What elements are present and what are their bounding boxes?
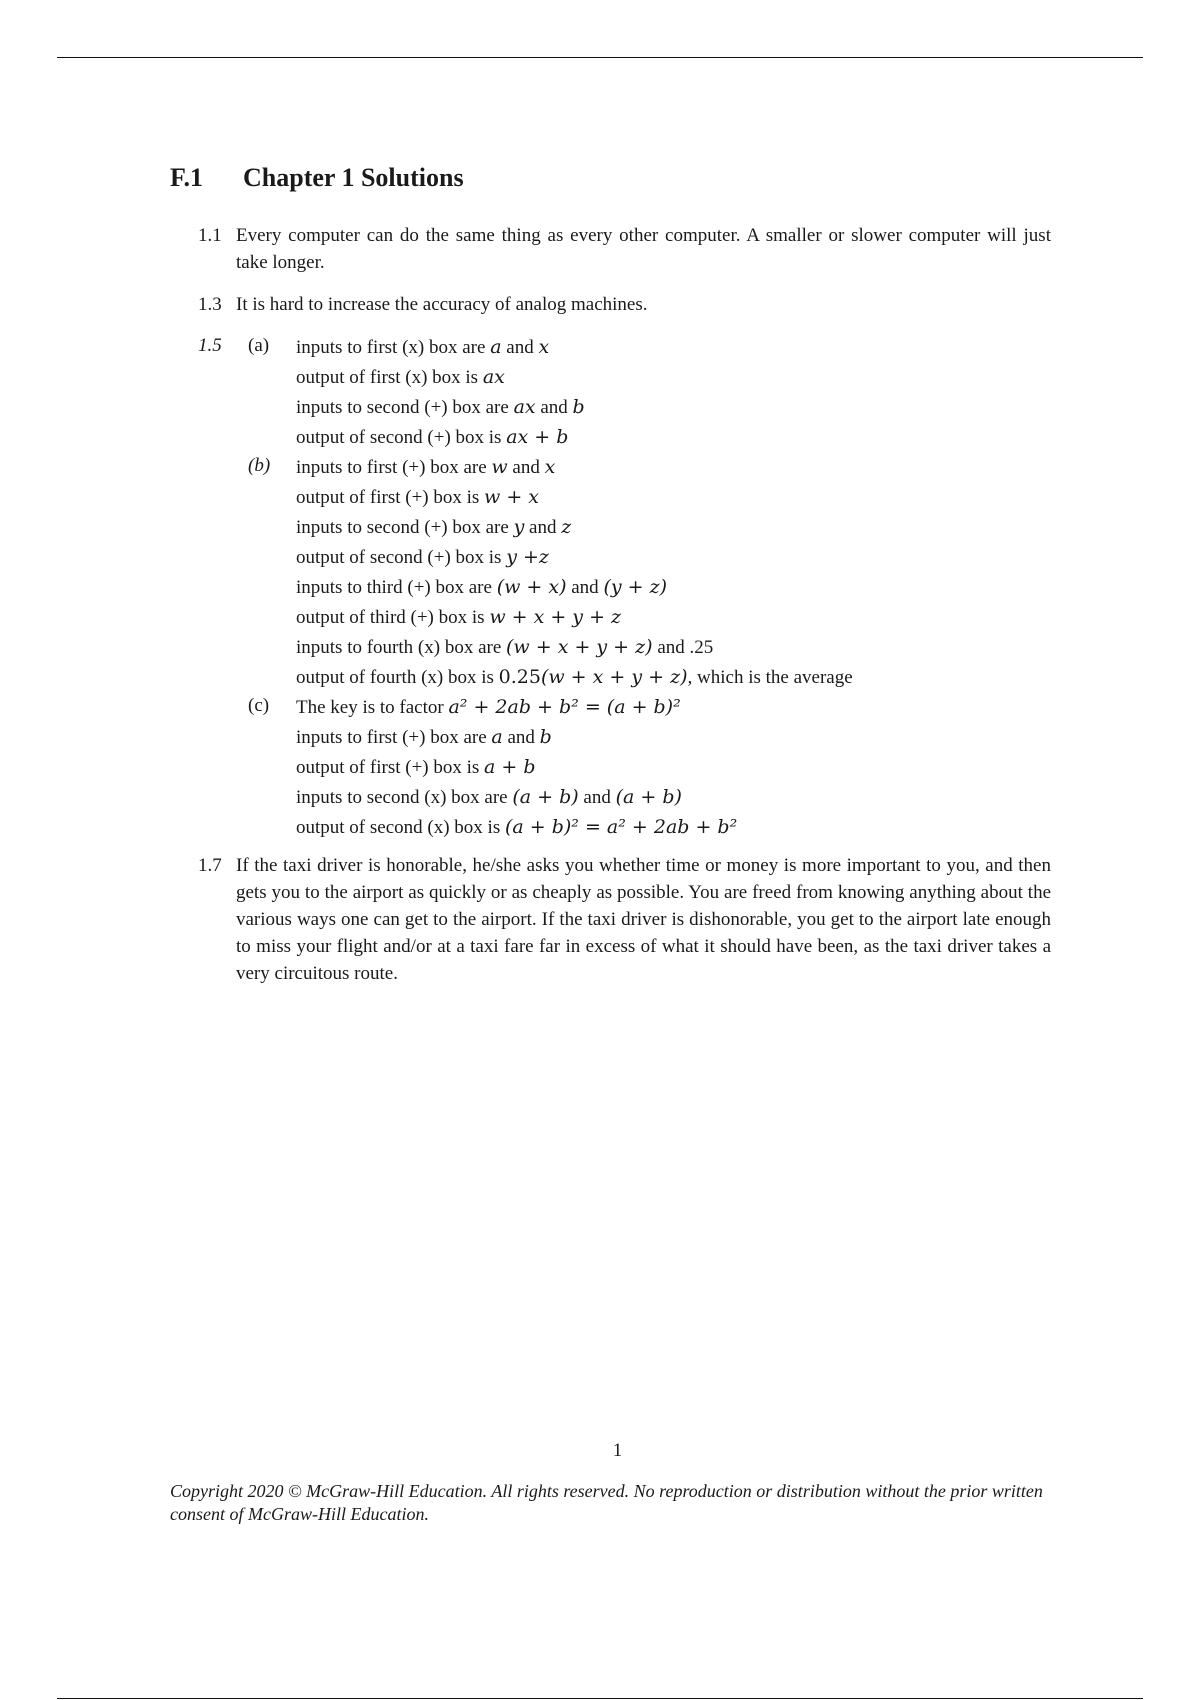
part-line: inputs to second (+) box are y and z: [296, 516, 572, 538]
part-line: The key is to factor a² + 2ab + b² = (a + b)²: [296, 696, 681, 718]
problem-number: 1.7: [198, 855, 222, 876]
part-line: output of first (+) box is a + b: [296, 756, 536, 778]
part-line: inputs to second (+) box are ax and b: [296, 396, 585, 418]
problem-number: 1.3: [198, 294, 222, 315]
part-line: output of first (x) box is ax: [296, 366, 505, 388]
bottom-rule: [57, 1698, 1143, 1699]
part-c: [198, 692, 1051, 842]
page-number: 1: [612, 1440, 623, 1461]
section-title: Chapter 1 Solutions: [243, 163, 464, 192]
problem-1-5: [198, 332, 1051, 842]
problem-1-7: [198, 852, 1051, 987]
part-label: (c): [248, 695, 270, 716]
solutions-content: [198, 222, 1051, 1002]
section-number: F.1: [170, 163, 203, 192]
part-a: [198, 332, 1051, 452]
part-line: output of fourth (x) box is 0.25(w + x + y + z), which is the average: [296, 666, 853, 688]
problem-text: If the taxi driver is honorable, he/she asks you whether time or money is more important to you, and then gets you to the airport as quickly or as cheaply as possible. You are freed from knowing anything about the various ways one can get to the airport. If the taxi driver is dishonorable, you get to the airport late enough to miss your flight and/or at a taxi fare far in excess of what it should have been, as the taxi driver takes a very circuitous route.: [236, 855, 1051, 984]
part-line: output of second (+) box is y +z: [296, 546, 549, 568]
part-line: output of first (+) box is w + x: [296, 486, 540, 508]
part-line: output of second (+) box is ax + b: [296, 426, 569, 448]
part-line: output of third (+) box is w + x + y + z: [296, 606, 622, 628]
problem-number: 1.5: [198, 335, 222, 356]
part-line: inputs to second (x) box are (a + b) and (a + b): [296, 786, 682, 808]
part-line: output of second (x) box is (a + b)² = a² + 2ab + b²: [296, 816, 738, 838]
part-line: inputs to first (x) box are a and x: [296, 336, 550, 358]
part-line: inputs to third (+) box are (w + x) and (y + z): [296, 576, 668, 598]
part-line: inputs to first (+) box are w and x: [296, 456, 556, 478]
part-label: (b): [248, 455, 271, 476]
part-line: inputs to first (+) box are a and b: [296, 726, 552, 748]
copyright-notice: Copyright 2020 © McGraw-Hill Education. All rights reserved. No reproduction or distribution without the prior written consent of McGraw-Hill Education.: [170, 1481, 1043, 1524]
part-label: (a): [248, 335, 270, 356]
part-b: [198, 452, 1051, 692]
problem-text: It is hard to increase the accuracy of analog machines.: [236, 294, 648, 315]
problem-text: Every computer can do the same thing as every other computer. A smaller or slower computer will just take longer.: [236, 225, 1051, 273]
problem-1-1: [198, 222, 1051, 276]
top-rule: [57, 57, 1143, 58]
problem-1-3: [198, 291, 1051, 318]
section-heading: [170, 163, 464, 193]
part-line: inputs to fourth (x) box are (w + x + y + z) and .25: [296, 636, 714, 658]
problem-number: 1.1: [198, 225, 222, 246]
